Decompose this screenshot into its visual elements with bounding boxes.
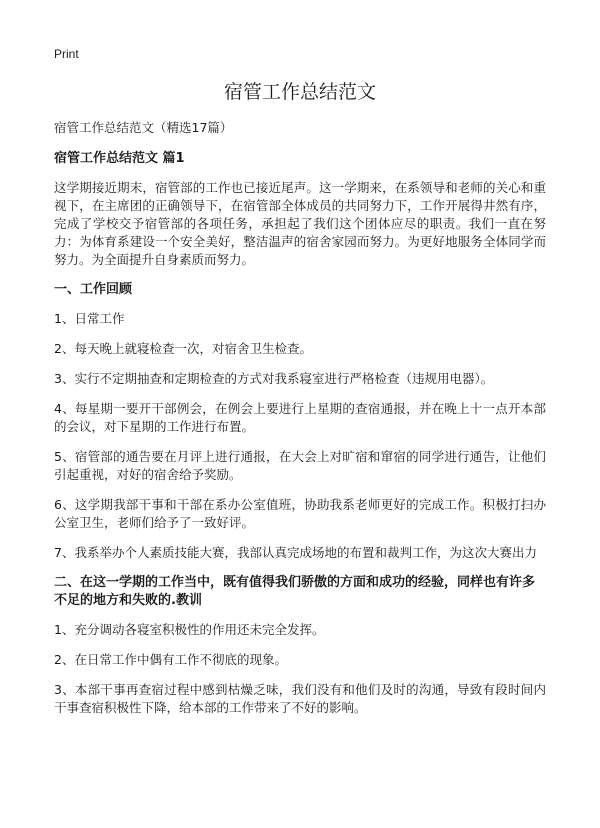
list-item: 1、充分调动各寝室积极性的作用还未完全发挥。 xyxy=(54,622,325,637)
document-subtitle: 宿管工作总结范文（精选17篇） xyxy=(54,120,233,135)
section-heading-lessons: 二、在这一学期的工作当中，既有值得我们骄傲的方面和成功的经验，同样也有许多不足的地方和失败的.教训 xyxy=(54,575,536,608)
list-item: 6、这学期我部干事和干部在系办公室值班，协助我系老师更好的完成工作。积极打扫办公室卫生，老师们给予了一致好评。 xyxy=(54,497,546,530)
print-link[interactable]: Print xyxy=(54,47,79,61)
list-item: 4、每星期一要开干部例会，在例会上要进行上星期的查宿通报，并在晚上十一点开本部的会议，对下星期的工作进行布置。 xyxy=(54,401,546,434)
document-body xyxy=(54,120,546,729)
list-item: 2、每天晚上就寝检查一次，对宿舍卫生检查。 xyxy=(54,341,312,356)
list-item: 3、本部干事再查宿过程中感到枯燥乏味，我们没有和他们及时的沟通，导致有段时间内干事查宿积极性下降，给本部的工作带来了不好的影响。 xyxy=(54,682,546,715)
article-heading: 宿管工作总结范文 篇1 xyxy=(54,151,185,166)
list-item: 5、宿管部的通告要在月评上进行通报，在大会上对旷宿和窜宿的同学进行通告，让他们引起重视，对好的宿舍给予奖励。 xyxy=(54,449,546,482)
intro-paragraph: 这学期接近期末，宿管部的工作也已接近尾声。这一学期来，在系领导和老师的关心和重视下，在主席团的正确领导下，在宿管部全体成员的共同努力下，工作开展得井然有序，完成了学校交予宿管部的各项任务，承担起了我们这个团体应尽的职责。我们一直在努力：为体育系建设一个安全美好，整洁温声的宿舍家园而努力。为更好地服务全体同学而努力。为全面提升自身素质而努力。 xyxy=(54,180,546,267)
document-title: 宿管工作总结范文 xyxy=(223,81,376,103)
section-heading-review: 一、工作回顾 xyxy=(54,282,133,297)
list-item: 3、实行不定期抽查和定期检查的方式对我系寝室进行严格检查（违规用电器）。 xyxy=(54,371,494,386)
list-item: 1、日常工作 xyxy=(54,311,125,326)
list-item: 7、我系举办个人素质技能大赛，我部认真完成场地的布置和裁判工作，为这次大赛出力 xyxy=(54,545,537,560)
list-item: 2、在日常工作中偶有工作不彻底的现象。 xyxy=(54,652,287,667)
